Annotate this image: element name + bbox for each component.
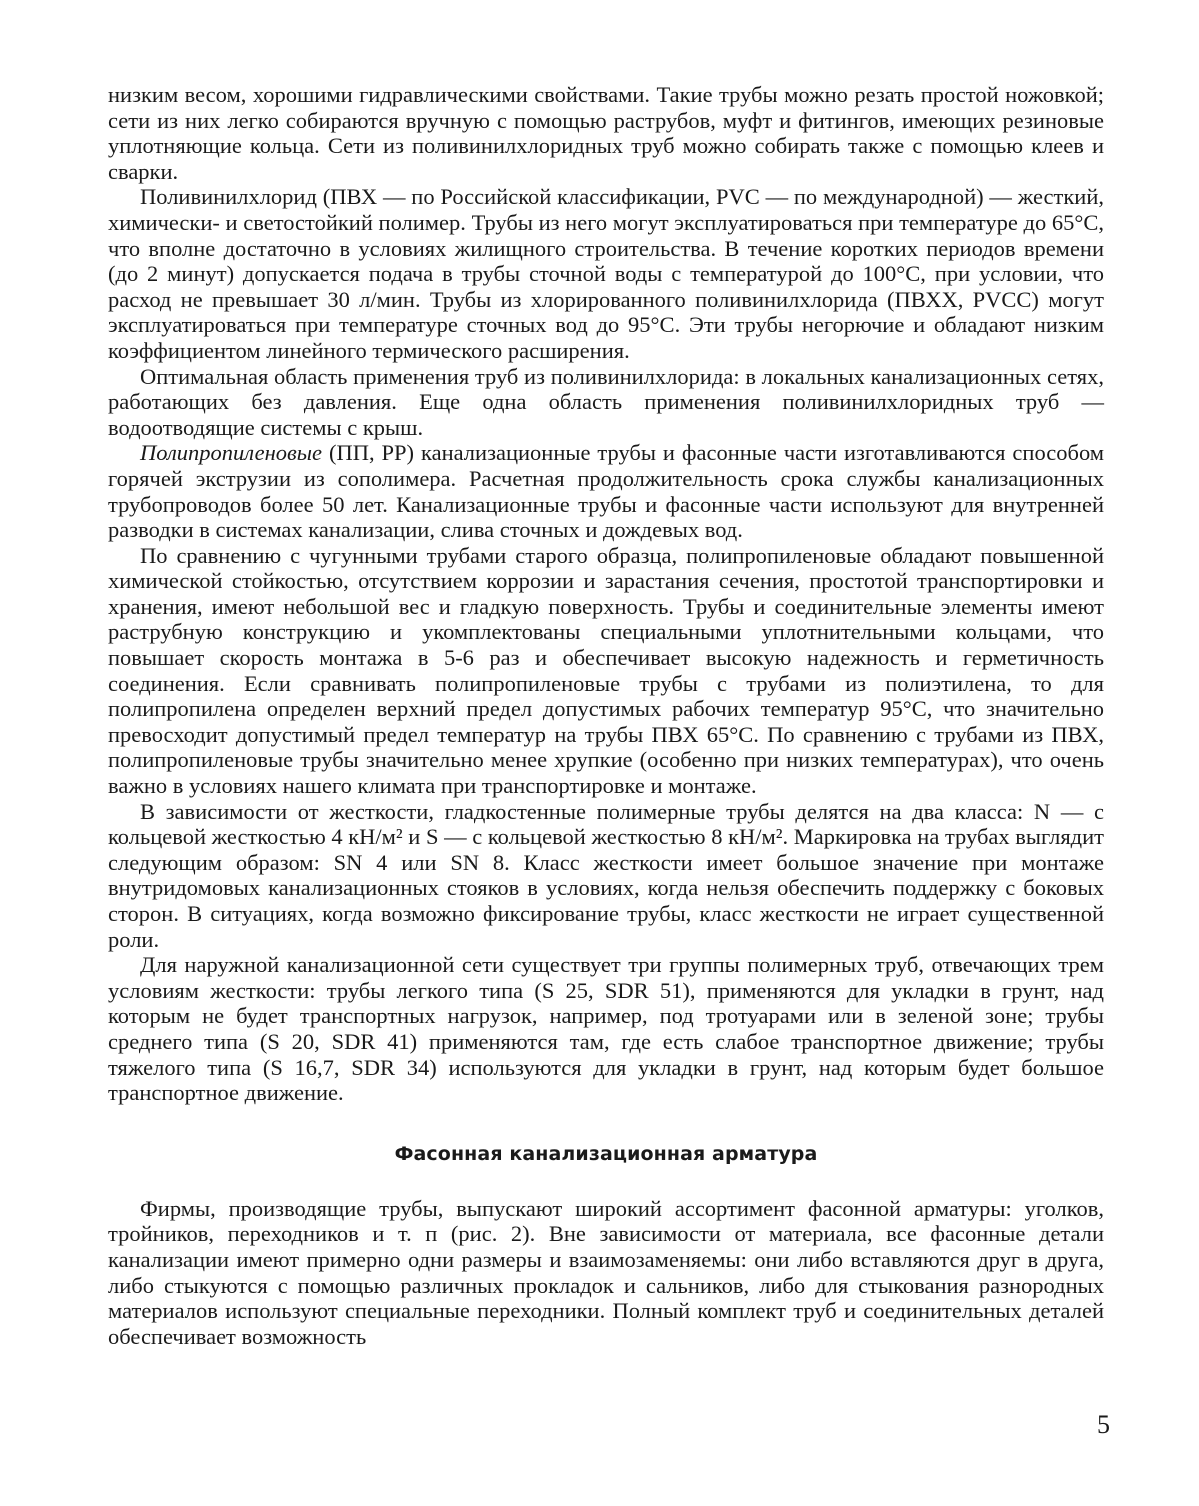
paragraph-pvc-application: Оптимальная область применения труб из поливинилхлорида: в локальных канализационных сетях, работающих без давления. Еще одна область применения поливинилхлоридных труб — водоотводящие системы с крыш. [108,363,1104,440]
paragraph-pvc: Поливинилхлорид (ПВХ — по Российской классификации, PVC — по международной) — жесткий, химически- и светостойкий полимер. Трубы из него могут эксплуатироваться при температуре до 65°С, что вполне достаточно в условиях жилищного строительства. В течение коротких периодов времени (до 2 минут) допускается подача в трубы сточной воды с температурой до 100°С, при условии, что расход не превышает 30 л/мин. Трубы из хлорированного поливинилхлорида (ПВХХ, PVCC) могут эксплуатироваться при температуре сточных вод до 95°С. Эти трубы негорючие и обладают низким коэффициентом линейного термического расширения. [108,184,1104,363]
paragraph-polypropylene-text: (ПП, PP) канализационные трубы и фасонные части изготавливаются способом горячей экструзии из сополимера. Расчетная продолжительность срока службы канализационных трубопроводов более 50 лет. Канализационные трубы и фасонные части используют для внутренней разводки в системах канализации, слива сточных и дождевых вод. [108,440,1104,543]
page-number: 5 [1097,1410,1110,1439]
paragraph-outdoor-groups: Для наружной канализационной сети существует три группы полимерных труб, отвечающих трем условиям жесткости: трубы легкого типа (S 25, SDR 51), применяются для укладки в грунт, над которым не будет транспортных нагрузок, например, под тротуарами или в зеленой зоне; трубы среднего типа (S 20, SDR 41) применяются там, где есть слабое транспортное движение; трубы тяжелого типа (S 16,7, SDR 34) используются для укладки в грунт, над которым будет большое транспортное движение. [108,952,1104,1106]
italic-term: Полипропиленовые [140,440,323,466]
paragraph-continuation: низким весом, хорошими гидравлическими свойствами. Такие трубы можно резать простой ножовкой; сети из них легко собираются вручную с помощью раструбов, муфт и фитингов, имеющих резиновые уплотняющие кольца. Сети из поливинилхлоридных труб можно собирать также с помощью клеев и сварки. [108,82,1104,184]
paragraph-polypropylene [108,440,1104,542]
page-body [108,82,1104,1349]
section-heading: Фасонная канализационная арматура [394,1142,818,1165]
paragraph-comparison: По сравнению с чугунными трубами старого образца, полипропиленовые обладают повышенной химической стойкостью, отсутствием коррозии и зарастания сечения, простотой транспортировки и хранения, имеют небольшой вес и гладкую поверхность. Трубы и соединительные элементы имеют раструбную конструкцию и укомплектованы специальными уплотнительными кольцами, что повышает скорость монтажа в 5-6 раз и обеспечивает высокую надежность и герметичность соединения. Если сравнивать полипропиленовые трубы с трубами из полиэтилена, то для полипропилена определен верхний предел допустимых рабочих температур 95°С, что значительно превосходит допустимый предел температур на трубы ПВХ 65°С. По сравнению с трубами из ПВХ, полипропиленовые трубы значительно менее хрупкие (особенно при низких температурах), что очень важно в условиях нашего климата при транспортировке и монтаже. [108,542,1104,799]
paragraph-stiffness-classes: В зависимости от жесткости, гладкостенные полимерные трубы делятся на два класса: N — с кольцевой жесткостью 4 кН/м² и S — с кольцевой жесткостью 8 кН/м². Маркировка на трубах выглядит следующим образом: SN 4 или SN 8. Класс жесткости имеет большое значение при монтаже внутридомовых канализационных стояков в условиях, когда нельзя обеспечить поддержку с боковых сторон. В ситуациях, когда возможно фиксирование трубы, класс жесткости не играет существенной роли. [108,798,1104,952]
paragraph-fittings: Фирмы, производящие трубы, выпускают широкий ассортимент фасонной арматуры: уголков, тройников, переходников и т. п (рис. 2). Вне зависимости от материала, все фасонные детали канализации имеют примерно одни размеры и взаимозаменяемы: они либо вставляются друг в друга, либо стыкуются с помощью различных прокладок и сальников, либо для стыкования разнородных материалов используют специальные переходники. Полный комплект труб и соединительных деталей обеспечивает возможность [108,1195,1104,1349]
